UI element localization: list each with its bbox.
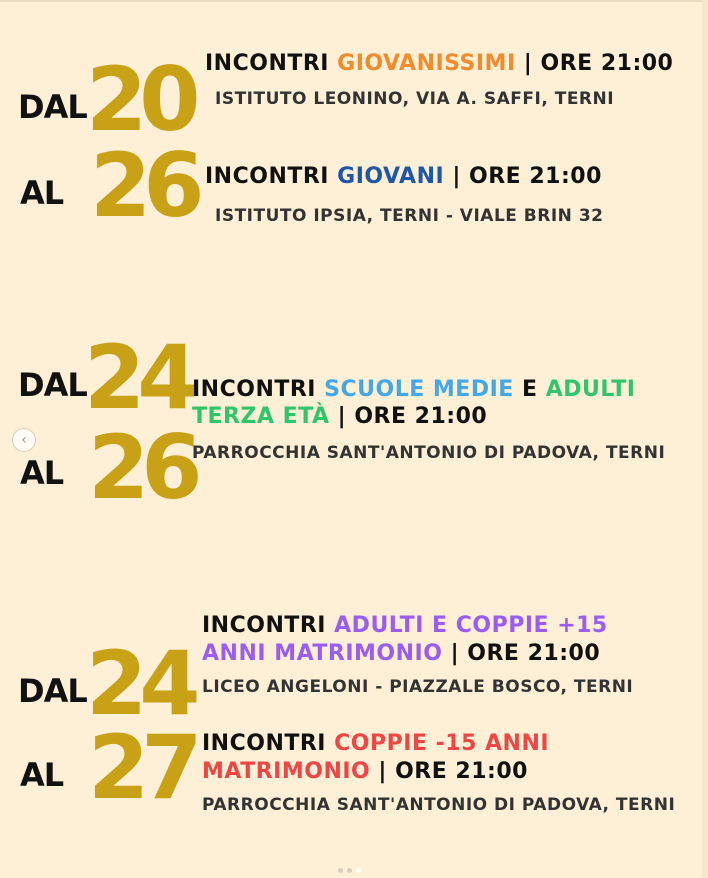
event-title (205, 164, 602, 189)
event-prefix: INCONTRI (205, 164, 338, 189)
event-group: SCUOLE MEDIE (324, 377, 514, 402)
event-group: MATRIMONIO (202, 759, 371, 784)
event-prefix: INCONTRI (205, 51, 338, 76)
carousel-dot[interactable] (338, 868, 343, 873)
event-prefix: INCONTRI (202, 731, 335, 756)
event-group: ADULTI E COPPIE +15 (334, 613, 608, 638)
al-label: AL (20, 454, 64, 492)
event-title (192, 377, 635, 402)
event-time: | ORE 21:00 (444, 164, 602, 189)
event-time: | ORE 21:00 (442, 641, 601, 666)
event-time: | ORE 21:00 (515, 51, 674, 76)
event-group: TERZA ETÀ (192, 404, 330, 429)
event-title (202, 731, 549, 756)
dal-label: DAL (18, 366, 87, 404)
event-place: PARROCCHIA SANT'ANTONIO DI PADOVA, TERNI (202, 795, 676, 815)
event-conjunction: E (513, 377, 546, 402)
event-title-line2 (202, 759, 528, 784)
event-title (205, 51, 673, 76)
event-prefix: INCONTRI (202, 613, 335, 638)
dal-label: DAL (18, 88, 87, 126)
event-place: LICEO ANGELONI - PIAZZALE BOSCO, TERNI (202, 677, 634, 697)
event-time: | ORE 21:00 (370, 759, 528, 784)
event-time: | ORE 21:00 (329, 404, 488, 429)
event-group: GIOVANISSIMI (337, 51, 516, 76)
top-border (0, 0, 708, 2)
event-place: ISTITUTO IPSIA, TERNI - VIALE BRIN 32 (215, 206, 604, 226)
event-group: ADULTI (545, 377, 636, 402)
event-place: PARROCCHIA SANT'ANTONIO DI PADOVA, TERNI (192, 443, 666, 463)
event-group: COPPIE -15 ANNI (334, 731, 550, 756)
start-day: 24 (86, 632, 193, 735)
event-group: ANNI MATRIMONIO (202, 641, 443, 666)
chevron-left-icon: ‹ (21, 432, 27, 448)
event-group: GIOVANI (337, 164, 445, 189)
event-title (202, 613, 608, 638)
event-place: ISTITUTO LEONINO, VIA A. SAFFI, TERNI (215, 89, 615, 109)
end-day: 27 (88, 716, 195, 819)
event-title-line2 (192, 404, 487, 429)
start-day: 20 (86, 48, 193, 151)
end-day: 26 (90, 134, 197, 237)
end-day: 26 (88, 416, 195, 519)
dal-label: DAL (18, 672, 87, 710)
event-title-line2 (202, 641, 600, 666)
event-prefix: INCONTRI (192, 377, 325, 402)
carousel-prev-button[interactable] (12, 428, 36, 452)
al-label: AL (20, 756, 64, 794)
carousel-dots (336, 858, 363, 877)
carousel-dot-active[interactable] (356, 868, 361, 873)
al-label: AL (20, 174, 64, 212)
right-border (702, 0, 708, 878)
carousel-dot[interactable] (347, 868, 352, 873)
start-day: 24 (84, 326, 191, 429)
